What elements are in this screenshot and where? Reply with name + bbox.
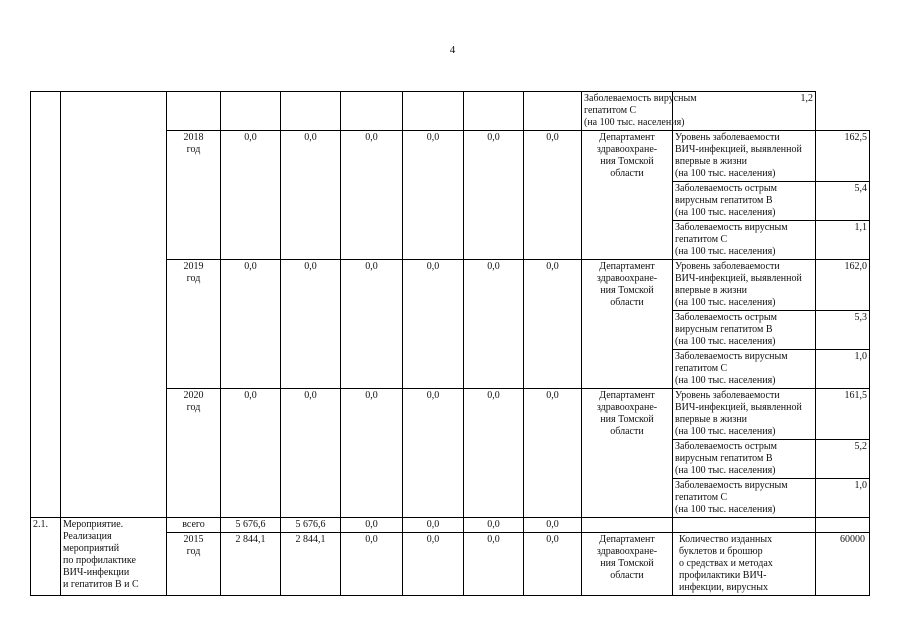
- indicator-name: Уровень заболеваемости: [675, 132, 780, 143]
- year-label: 2019: [183, 261, 204, 272]
- year-label: год: [186, 273, 201, 284]
- amount-cell: 0,0: [464, 260, 524, 389]
- indicator-name: (на 100 тыс. населения): [675, 504, 776, 515]
- amount-cell: 0,0: [524, 518, 582, 533]
- indicator-name: (на 100 тыс. населения): [675, 336, 776, 347]
- amount-cell: 0,0: [464, 518, 524, 533]
- indicator-name: (на 100 тыс. населения): [675, 426, 776, 437]
- responsible-executor: области: [610, 426, 644, 437]
- empty-cell: [341, 92, 403, 131]
- responsible-executor: области: [610, 168, 644, 179]
- indicator-cell: [673, 131, 816, 182]
- indicator-value-cell: 5,3: [816, 311, 870, 350]
- indicator-name: (на 100 тыс. населения): [675, 465, 776, 476]
- table-row: [31, 518, 870, 533]
- indicator-cell: [673, 479, 816, 518]
- amount-cell: 0,0: [464, 533, 524, 596]
- empty-cell: [281, 92, 341, 131]
- amount-cell: 0,0: [524, 389, 582, 518]
- indicator-name: (на 100 тыс. населения): [675, 375, 776, 386]
- activity-name: и гепатитов В и С: [63, 579, 139, 590]
- indicator-name: Заболеваемость вирусным: [584, 93, 697, 104]
- amount-cell: 0,0: [524, 131, 582, 260]
- amount-cell: 0,0: [221, 389, 281, 518]
- indicator-name: Заболеваемость вирусным: [675, 480, 788, 491]
- responsible-executor: ния Томской: [600, 156, 654, 167]
- year-label: 2018: [183, 132, 204, 143]
- amount-cell: 0,0: [341, 518, 403, 533]
- indicator-name: Уровень заболеваемости: [675, 390, 780, 401]
- responsible-executor: здравоохране-: [596, 402, 658, 413]
- section-number-cell: [31, 92, 61, 518]
- indicator-name: впервые в жизни: [675, 414, 748, 425]
- indicator-value-cell: 162,5: [816, 131, 870, 182]
- activity-name: по профилактике: [63, 555, 136, 566]
- empty-cell: [673, 518, 816, 533]
- amount-cell: 0,0: [403, 533, 464, 596]
- indicator-name: Количество изданных: [679, 534, 773, 545]
- indicator-name: о средствах и методах: [679, 558, 773, 569]
- responsible-cell: [582, 533, 673, 596]
- empty-cell: [816, 518, 870, 533]
- indicator-name: (на 100 тыс. населения): [675, 297, 776, 308]
- empty-cell: [464, 92, 524, 131]
- indicator-name: профилактики ВИЧ-: [679, 570, 767, 581]
- responsible-executor: здравоохране-: [596, 273, 658, 284]
- amount-cell: 0,0: [403, 260, 464, 389]
- indicator-value-cell: 1,1: [816, 221, 870, 260]
- indicator-name: инфекции, вирусных: [679, 582, 768, 593]
- amount-cell: 2 844,1: [281, 533, 341, 596]
- indicator-name: Заболеваемость вирусным: [675, 351, 788, 362]
- indicator-name: Заболеваемость вирусным: [675, 222, 788, 233]
- empty-cell: [582, 518, 673, 533]
- table-body: [31, 92, 870, 596]
- amount-cell: 0,0: [221, 260, 281, 389]
- indicator-name: (на 100 тыс. населения): [584, 117, 685, 128]
- program-table: [30, 91, 870, 596]
- responsible-executor: Департамент: [599, 390, 655, 401]
- year-cell: [167, 389, 221, 518]
- indicator-name: вирусным гепатитом В: [675, 453, 773, 464]
- amount-cell: 0,0: [221, 131, 281, 260]
- indicator-name: Заболеваемость острым: [675, 312, 777, 323]
- empty-cell: [524, 92, 582, 131]
- amount-cell: 0,0: [524, 260, 582, 389]
- table-row: [31, 92, 870, 131]
- amount-cell: 0,0: [341, 533, 403, 596]
- responsible-executor: ния Томской: [600, 285, 654, 296]
- indicator-cell: [673, 182, 816, 221]
- responsible-executor: здравоохране-: [596, 144, 658, 155]
- year-cell: [167, 131, 221, 260]
- indicator-name: ВИЧ-инфекцией, выявленной: [675, 402, 802, 413]
- amount-cell: 5 676,6: [281, 518, 341, 533]
- page-number: 4: [449, 44, 456, 56]
- indicator-value-cell: 60000: [816, 533, 870, 596]
- responsible-cell: [582, 260, 673, 389]
- responsible-executor: Департамент: [599, 261, 655, 272]
- indicator-value-cell: 5,4: [816, 182, 870, 221]
- indicator-name: Заболеваемость острым: [675, 183, 777, 194]
- activity-name: Реализация: [63, 531, 112, 542]
- section-number-cell: 2.1.: [31, 518, 61, 596]
- indicator-cell: [673, 311, 816, 350]
- indicator-value-cell: 1,0: [816, 350, 870, 389]
- empty-cell: [403, 92, 464, 131]
- amount-cell: 0,0: [341, 389, 403, 518]
- year-cell: [167, 260, 221, 389]
- indicator-name: буклетов и брошюр: [679, 546, 763, 557]
- amount-cell: 0,0: [341, 131, 403, 260]
- responsible-executor: области: [610, 570, 644, 581]
- year-cell: [167, 533, 221, 596]
- activity-name: ВИЧ-инфекции: [63, 567, 130, 578]
- indicator-cell: [673, 221, 816, 260]
- responsible-executor: Департамент: [599, 132, 655, 143]
- indicator-name: гепатитом С: [675, 234, 728, 245]
- indicator-name: гепатитом С: [675, 492, 728, 503]
- amount-cell: 0,0: [341, 260, 403, 389]
- responsible-executor: здравоохране-: [596, 546, 658, 557]
- indicator-cell: [673, 389, 816, 440]
- indicator-name: Заболеваемость острым: [675, 441, 777, 452]
- indicator-value-cell: 5,2: [816, 440, 870, 479]
- amount-cell: 0,0: [403, 389, 464, 518]
- indicator-cell: [673, 350, 816, 389]
- amount-cell: 0,0: [464, 131, 524, 260]
- indicator-name: вирусным гепатитом В: [675, 324, 773, 335]
- indicator-cell: [673, 260, 816, 311]
- amount-cell: 0,0: [524, 533, 582, 596]
- indicator-name: (на 100 тыс. населения): [675, 168, 776, 179]
- indicator-name: (на 100 тыс. населения): [675, 246, 776, 257]
- indicator-name: Уровень заболеваемости: [675, 261, 780, 272]
- indicator-name: ВИЧ-инфекцией, выявленной: [675, 273, 802, 284]
- indicator-name: гепатитом С: [584, 105, 637, 116]
- indicator-value-cell: 1,0: [816, 479, 870, 518]
- amount-cell: 5 676,6: [221, 518, 281, 533]
- year-label: год: [186, 144, 201, 155]
- empty-cell: [167, 92, 221, 131]
- total-label-cell: всего: [167, 518, 221, 533]
- indicator-cell: [673, 533, 816, 596]
- year-label: год: [186, 546, 201, 557]
- empty-cell: [221, 92, 281, 131]
- indicator-value-cell: 161,5: [816, 389, 870, 440]
- amount-cell: 0,0: [281, 131, 341, 260]
- activity-name: мероприятий: [63, 543, 120, 554]
- responsible-executor: области: [610, 297, 644, 308]
- indicator-name: ВИЧ-инфекцией, выявленной: [675, 144, 802, 155]
- indicator-name: гепатитом С: [675, 363, 728, 374]
- indicator-name: впервые в жизни: [675, 156, 748, 167]
- year-label: год: [186, 402, 201, 413]
- responsible-cell: [582, 131, 673, 260]
- indicator-name: впервые в жизни: [675, 285, 748, 296]
- amount-cell: 0,0: [281, 260, 341, 389]
- indicator-name: вирусным гепатитом В: [675, 195, 773, 206]
- indicator-name: (на 100 тыс. населения): [675, 207, 776, 218]
- responsible-executor: ния Томской: [600, 414, 654, 425]
- year-label: 2015: [183, 534, 204, 545]
- indicator-cell: [582, 92, 697, 131]
- indicator-cell: [673, 440, 816, 479]
- responsible-executor: ния Томской: [600, 558, 654, 569]
- amount-cell: 0,0: [281, 389, 341, 518]
- indicator-value-cell: 162,0: [816, 260, 870, 311]
- amount-cell: 0,0: [403, 131, 464, 260]
- amount-cell: 0,0: [464, 389, 524, 518]
- responsible-cell: [582, 389, 673, 518]
- responsible-executor: Департамент: [599, 534, 655, 545]
- amount-cell: 2 844,1: [221, 533, 281, 596]
- year-label: 2020: [183, 390, 204, 401]
- activity-name: Мероприятие.: [63, 519, 124, 530]
- activity-cell: [61, 518, 167, 596]
- activity-cell: [61, 92, 167, 518]
- amount-cell: 0,0: [403, 518, 464, 533]
- indicator-value-cell: 1,2: [673, 92, 816, 131]
